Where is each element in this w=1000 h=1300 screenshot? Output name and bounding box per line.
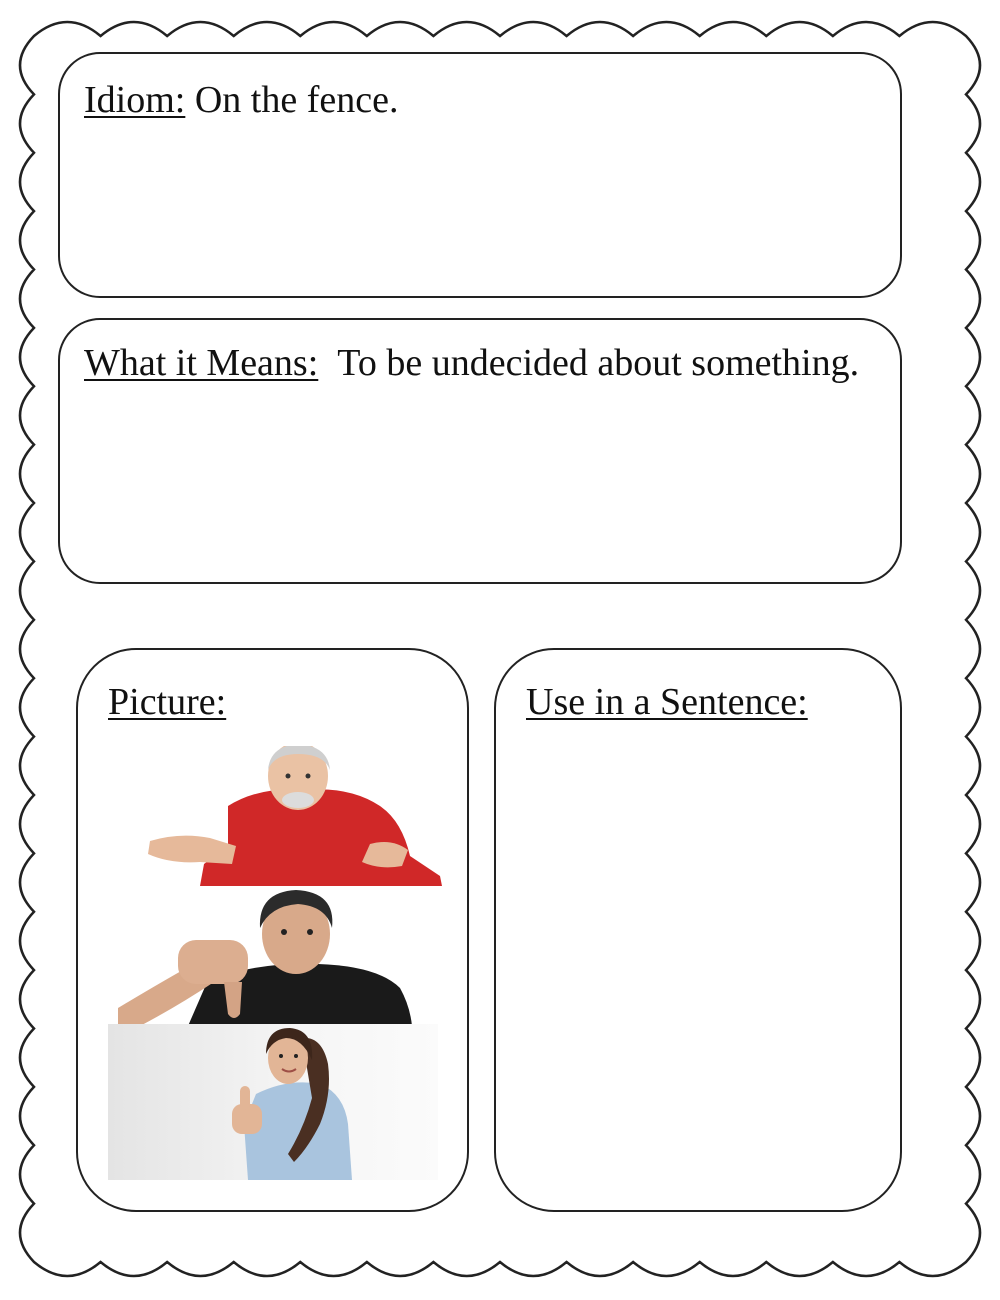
picture-box — [76, 648, 469, 1212]
idiom-value: On the fence. — [194, 79, 399, 121]
idiom-box — [58, 52, 902, 298]
meaning-value: To be undecided about something. — [337, 342, 860, 384]
idiom-label: Idiom: — [84, 79, 186, 121]
meaning-box — [58, 318, 902, 584]
thumbs-down-man-photo — [118, 888, 414, 1026]
sentence-label: Use in a Sentence: — [526, 681, 808, 723]
idiom-line — [84, 70, 398, 131]
sentence-box[interactable] — [494, 648, 902, 1212]
picture-label: Picture: — [108, 681, 227, 723]
meaning-line — [84, 332, 874, 394]
shrugging-man-photo — [140, 746, 446, 886]
thumbs-up-woman-photo — [108, 1024, 438, 1180]
meaning-label: What it Means: — [84, 342, 319, 384]
